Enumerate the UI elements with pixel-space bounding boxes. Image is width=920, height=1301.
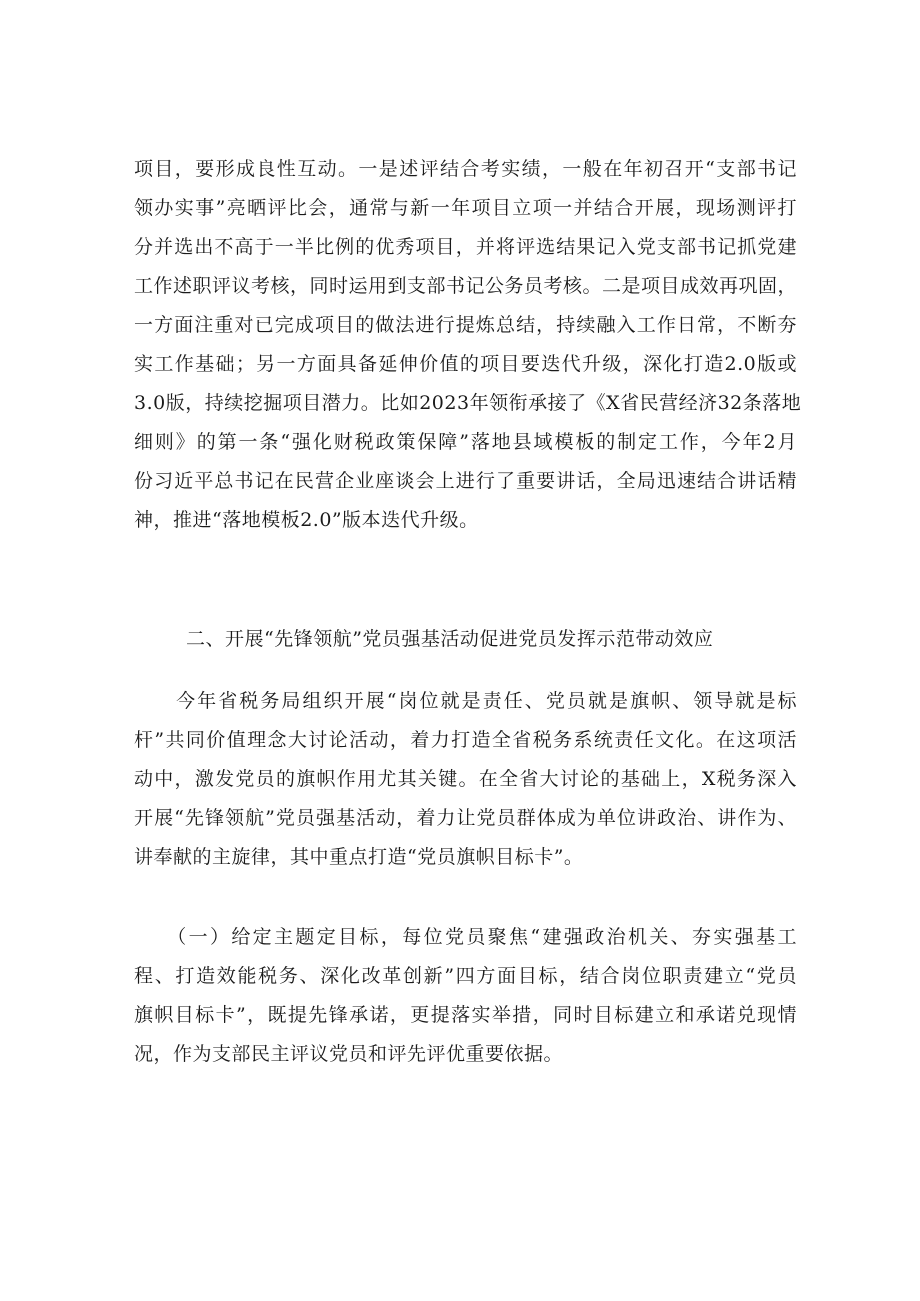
paragraph-line: （一）给定主题定目标，每位党员聚焦“建强政治机关、夯实强基工	[134, 926, 797, 948]
paragraph-line: 3.0版，持续挖掘项目潜力。比如2023年领衔承接了《X省民营经济32条落地	[134, 392, 802, 414]
paragraph-pioneer-activity	[134, 682, 797, 877]
paragraph-line: 讲奉献的主旋律，其中重点打造“党员旗帜目标卡”。	[134, 846, 584, 868]
paragraph-line: 神，推进“落地模板2.0”版本迭代升级。	[134, 509, 479, 531]
paragraph-line: 程、打造效能税务、深化改革创新”四方面目标，结合岗位职责建立“党员	[134, 965, 797, 987]
paragraph-goal-setting	[134, 918, 797, 1074]
paragraph-line: 今年省税务局组织开展“岗位就是责任、党员就是旗帜、领导就是标	[134, 690, 797, 712]
paragraph-line: 实工作基础；另一方面具备延伸价值的项目要迭代升级，深化打造2.0版或	[134, 353, 797, 375]
paragraph-line: 份习近平总书记在民营企业座谈会上进行了重要讲话，全局迅速结合讲话精	[134, 470, 797, 492]
paragraph-line: 旗帜目标卡”，既提先锋承诺，更提落实举措，同时目标建立和承诺兑现情	[134, 1004, 797, 1026]
paragraph-project-interaction	[134, 150, 802, 540]
paragraph-line: 项目，要形成良性互动。一是述评结合考实绩，一般在年初召开“支部书记	[134, 158, 797, 180]
paragraph-line: 领办实事”亮晒评比会，通常与新一年项目立项一并结合开展，现场测评打	[134, 197, 797, 219]
paragraph-line: 一方面注重对已完成项目的做法进行提炼总结，持续融入工作日常，不断夯	[134, 314, 797, 336]
paragraph-line: 况，作为支部民主评议党员和评先评优重要依据。	[134, 1043, 564, 1065]
paragraph-line: 动中，激发党员的旗帜作用尤其关键。在全省大讨论的基础上，X税务深入	[134, 768, 797, 790]
paragraph-line: 工作述职评议考核，同时运用到支部书记公务员考核。二是项目成效再巩固，	[134, 275, 798, 297]
paragraph-line: 分并选出不高于一半比例的优秀项目，并将评选结果记入党支部书记抓党建	[134, 236, 797, 258]
paragraph-line: 开展“先锋领航”党员强基活动，着力让党员群体成为单位讲政治、讲作为、	[134, 807, 797, 829]
section-heading: 二、开展“先锋领航”党员强基活动促进党员发挥示范带动效应	[186, 628, 714, 650]
paragraph-line: 细则》的第一条“强化财税政策保障”落地县域模板的制定工作，今年2月	[134, 431, 797, 453]
paragraph-line: 杆”共同价值理念大讨论活动，着力打造全省税务系统责任文化。在这项活	[134, 729, 797, 751]
